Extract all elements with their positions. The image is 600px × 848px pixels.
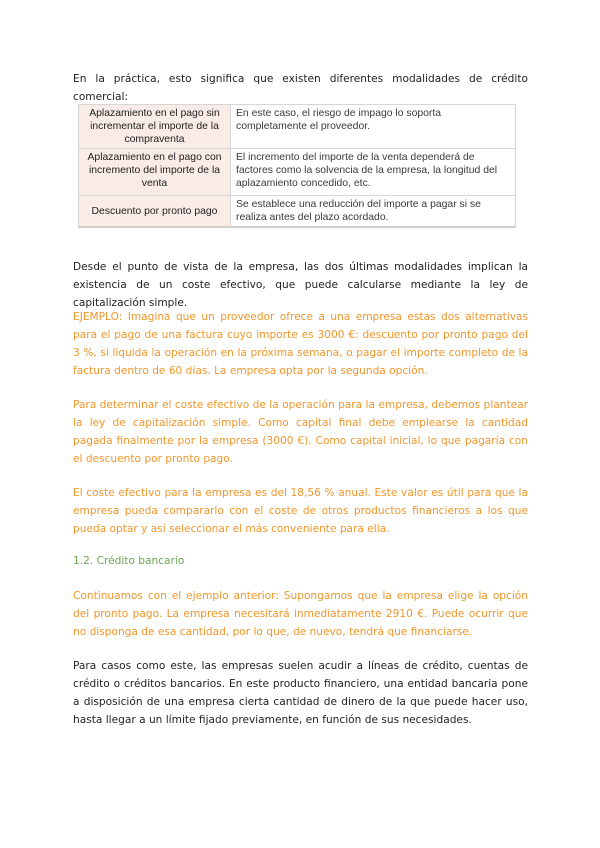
modality-name: Descuento por pronto pago (79, 196, 231, 228)
example-paragraph: EJEMPLO: Imagina que un proveedor ofrece a una empresa estas dos alternativas para el pago de una factura cuyo importe es 3000 €: descuento por pronto pago del 3 %, si liquida la operación en la próxima semana, o pagar el importe completo de la factura dentro de 60 días. La empresa opta por la segunda opción. (73, 311, 528, 377)
modality-description: Se establece una reducción del importe a pagar si se realiza antes del plazo acordado. (231, 196, 516, 228)
section-heading: 1.2. Crédito bancario (73, 555, 185, 567)
example-paragraph: El coste efectivo para la empresa es del 18,56 % anual. Este valor es útil para que la empresa pueda compararlo con el coste de otros productos financieros a los que pueda optar y así seleccionar el más conveniente para ella. (73, 487, 528, 535)
table-row (79, 149, 516, 196)
credit-modalities-table (78, 104, 516, 228)
intro-text: En la práctica, esto significa que existen diferentes modalidades de crédito comercial: (73, 73, 528, 103)
example-paragraph: Para determinar el coste efectivo de la operación para la empresa, debemos plantear la ley de capitalización simple. Como capital final debe emplearse la cantidad pagada finalmente por la empresa (3000 €). Como capital inicial, lo que pagaría con el descuento por pronto pago. (73, 399, 528, 465)
modality-name: Aplazamiento en el pago sin incrementar el importe de la compraventa (79, 105, 231, 149)
modality-description: El incremento del importe de la venta dependerá de factores como la solvencia de la empresa, la longitud del aplazamiento concedido, etc. (231, 149, 516, 196)
table-row (79, 196, 516, 228)
table-row (79, 105, 516, 149)
modality-description: En este caso, el riesgo de impago lo soporta completamente el proveedor. (231, 105, 516, 149)
paragraph: Desde el punto de vista de la empresa, las dos últimas modalidades implican la existencia de un coste efectivo, que puede calcularse mediante la ley de capitalización simple. (73, 261, 528, 309)
example-paragraph: Continuamos con el ejemplo anterior: Supongamos que la empresa elige la opción del pronto pago. La empresa necesitará inmediatamente 2910 €. Puede ocurrir que no disponga de esa cantidad, por lo que, de nuevo, tendrá que financiarse. (73, 590, 528, 638)
modality-name: Aplazamiento en el pago con incremento del importe de la venta (79, 149, 231, 196)
paragraph: Para casos como este, las empresas suelen acudir a líneas de crédito, cuentas de crédito o créditos bancarios. En este producto financiero, una entidad bancaria pone a disposición de una empresa cierta cantidad de dinero de la que puede hacer uso, hasta llegar a un límite fijado previamente, en función de sus necesidades. (73, 660, 528, 726)
